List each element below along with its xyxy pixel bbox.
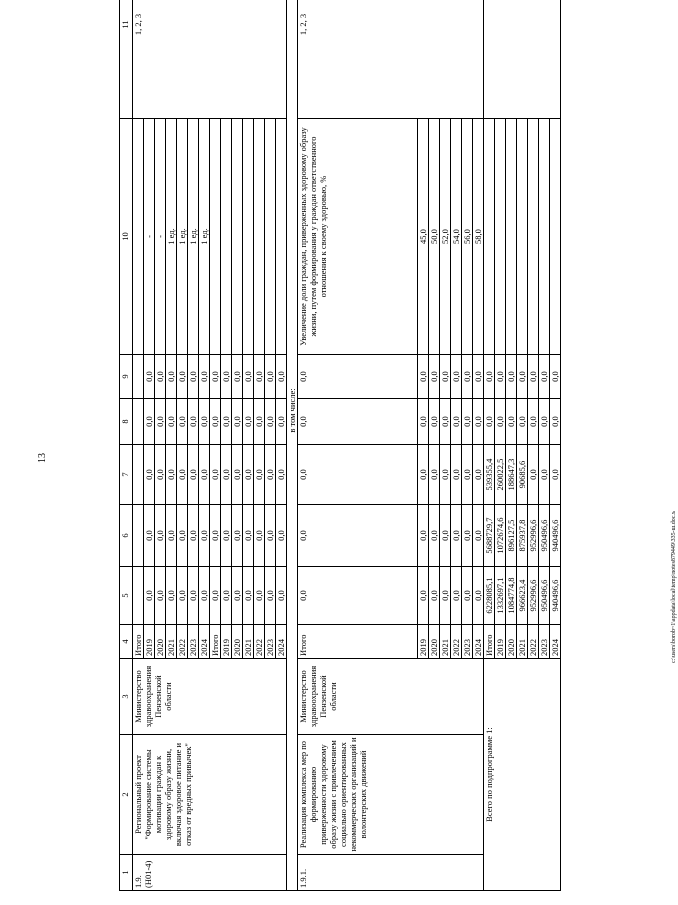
- value-cell: 0,0: [440, 399, 451, 445]
- indicator-cell: 1 ед.: [188, 119, 199, 355]
- value-cell: 0,0: [177, 445, 188, 505]
- indicator-cell: [265, 119, 276, 355]
- year-cell: 2019: [495, 625, 506, 659]
- value-cell: 0,0: [265, 445, 276, 505]
- value-cell: 0,0: [418, 567, 429, 625]
- indicator-cell: 1 ед.: [177, 119, 188, 355]
- value-cell: 0,0: [495, 355, 506, 399]
- year-cell: 2021: [243, 625, 254, 659]
- value-cell: 0,0: [166, 399, 177, 445]
- column-header-2: 2: [120, 735, 133, 855]
- column-header-10: 10: [120, 119, 133, 355]
- value-cell: 0,0: [199, 355, 210, 399]
- value-cell: [133, 399, 144, 445]
- indicator-cell: 52,0: [440, 119, 451, 355]
- project-name: Региональный проект "Формирование системы мотивации граждан к здоровому образу жизни, включая здоровое питание и отказ от вредных привычек": [133, 735, 287, 855]
- value-cell: 0,0: [550, 445, 561, 505]
- value-cell: 0,0: [484, 355, 495, 399]
- in-total-row: [287, 0, 298, 891]
- value-cell: 0,0: [429, 505, 440, 567]
- value-cell: 0,0: [232, 355, 243, 399]
- value-cell: 0,0: [484, 399, 495, 445]
- value-cell: 0,0: [243, 567, 254, 625]
- value-cell: 0,0: [451, 567, 462, 625]
- value-cell: 0,0: [429, 355, 440, 399]
- indicator-cell: -: [144, 119, 155, 355]
- value-cell: 0,0: [528, 445, 539, 505]
- value-cell: 0,0: [528, 355, 539, 399]
- column-header-8: 8: [120, 399, 133, 445]
- year-cell: 2022: [528, 625, 539, 659]
- value-cell: 1332697,1: [495, 567, 506, 625]
- row-number: 1.9.1.: [298, 855, 484, 891]
- value-cell: 0,0: [254, 399, 265, 445]
- value-cell: 0,0: [155, 355, 166, 399]
- year-cell: 2023: [539, 625, 550, 659]
- value-cell: 0,0: [298, 505, 418, 567]
- value-cell: 0,0: [243, 445, 254, 505]
- value-cell: 90685,6: [517, 445, 528, 505]
- value-cell: 0,0: [539, 355, 550, 399]
- value-cell: 0,0: [473, 399, 484, 445]
- value-cell: 0,0: [528, 399, 539, 445]
- value-cell: 0,0: [254, 567, 265, 625]
- column-header-1: 1: [120, 855, 133, 891]
- value-cell: 0,0: [144, 355, 155, 399]
- value-cell: 966623,4: [517, 567, 528, 625]
- indicator-cell: 56,0: [462, 119, 473, 355]
- row-number: 1.9. (Н01-4): [133, 855, 287, 891]
- value-cell: 0,0: [429, 445, 440, 505]
- value-cell: 0,0: [473, 505, 484, 567]
- program-table: [119, 0, 561, 891]
- value-cell: 0,0: [473, 445, 484, 505]
- indicator-cell: [517, 119, 528, 355]
- value-cell: 0,0: [221, 355, 232, 399]
- value-cell: 0,0: [144, 445, 155, 505]
- year-cell: 2019: [221, 625, 232, 659]
- value-cell: 0,0: [166, 445, 177, 505]
- value-cell: 0,0: [177, 567, 188, 625]
- value-cell: 0,0: [210, 505, 221, 567]
- value-cell: 0,0: [462, 567, 473, 625]
- value-cell: 188647,3: [506, 445, 517, 505]
- value-cell: 5688729,7: [484, 505, 495, 567]
- year-cell: 2019: [144, 625, 155, 659]
- executor: Министерство здравоохранения Пензенской области: [133, 659, 287, 735]
- value-cell: 6228085,1: [484, 567, 495, 625]
- value-cell: [133, 355, 144, 399]
- in-total-label: в том числе:: [287, 0, 298, 891]
- indicator-cell: 54,0: [451, 119, 462, 355]
- value-cell: 0,0: [210, 567, 221, 625]
- value-cell: 0,0: [276, 505, 287, 567]
- value-cell: 0,0: [473, 355, 484, 399]
- value-cell: 1084774,8: [506, 567, 517, 625]
- value-cell: 0,0: [221, 567, 232, 625]
- value-cell: 0,0: [254, 355, 265, 399]
- year-cell: 2021: [517, 625, 528, 659]
- value-cell: 0,0: [440, 505, 451, 567]
- column-header-9: 9: [120, 355, 133, 399]
- year-cell: 2024: [550, 625, 561, 659]
- value-cell: 260022,5: [495, 445, 506, 505]
- value-cell: 0,0: [462, 355, 473, 399]
- value-cell: 0,0: [550, 355, 561, 399]
- value-cell: 0,0: [188, 567, 199, 625]
- value-cell: 0,0: [199, 567, 210, 625]
- value-cell: 0,0: [517, 355, 528, 399]
- subtotal-label: Всего по подпрограмме 1:: [484, 659, 561, 891]
- value-cell: 0,0: [495, 399, 506, 445]
- year-cell: Итого: [484, 625, 495, 659]
- table-row: [298, 0, 418, 891]
- value-cell: 940496,6: [550, 567, 561, 625]
- year-cell: 2023: [462, 625, 473, 659]
- year-cell: 2021: [440, 625, 451, 659]
- indicator-cell: [232, 119, 243, 355]
- value-cell: 0,0: [440, 567, 451, 625]
- year-cell: Итого: [210, 625, 221, 659]
- value-cell: 0,0: [418, 355, 429, 399]
- value-cell: [133, 505, 144, 567]
- value-cell: [133, 567, 144, 625]
- indicator-cell: [550, 119, 561, 355]
- value-cell: 0,0: [210, 355, 221, 399]
- indicator-cell: 45,0: [418, 119, 429, 355]
- value-cell: 0,0: [155, 399, 166, 445]
- value-cell: 875937,8: [517, 505, 528, 567]
- column-header-5: 5: [120, 567, 133, 625]
- value-cell: [133, 445, 144, 505]
- rotated-table-wrapper: [119, 13, 560, 891]
- indicator-cell: [254, 119, 265, 355]
- executor: Министерство здравоохранения Пензенской области: [298, 659, 484, 735]
- value-cell: 0,0: [232, 445, 243, 505]
- value-cell: 0,0: [298, 445, 418, 505]
- indicator-cell: [506, 119, 517, 355]
- value-cell: 0,0: [451, 399, 462, 445]
- value-cell: 0,0: [177, 355, 188, 399]
- value-cell: 0,0: [265, 399, 276, 445]
- value-cell: 0,0: [276, 399, 287, 445]
- indicator-cell: 1 ед.: [166, 119, 177, 355]
- value-cell: 0,0: [177, 505, 188, 567]
- value-cell: 0,0: [177, 399, 188, 445]
- indicator-cell: [276, 119, 287, 355]
- indicator-description: Увеличение доли граждан, приверженных здоровому образу жизни, путем формирования у граждан ответственного отношения к своему здоровью, %: [298, 119, 418, 355]
- column-header-6: 6: [120, 505, 133, 567]
- value-cell: 0,0: [440, 355, 451, 399]
- year-cell: 2022: [177, 625, 188, 659]
- value-cell: 0,0: [221, 505, 232, 567]
- value-cell: 0,0: [155, 567, 166, 625]
- value-cell: 0,0: [418, 445, 429, 505]
- value-cell: 0,0: [440, 445, 451, 505]
- value-cell: 0,0: [232, 399, 243, 445]
- value-cell: 0,0: [298, 355, 418, 399]
- value-cell: 0,0: [166, 567, 177, 625]
- column-header-7: 7: [120, 445, 133, 505]
- value-cell: 0,0: [232, 567, 243, 625]
- value-cell: 0,0: [254, 445, 265, 505]
- footer-file-path: c:\users\borob~1\appdata\local\temp\notes879449\335-ш.doc.ъ: [670, 511, 677, 663]
- value-cell: 0,0: [221, 445, 232, 505]
- value-cell: 0,0: [451, 505, 462, 567]
- value-cell: 0,0: [418, 505, 429, 567]
- value-cell: 0,0: [210, 399, 221, 445]
- value-cell: 0,0: [199, 445, 210, 505]
- result-cell: 1, 2, 3: [298, 0, 484, 119]
- year-cell: 2024: [473, 625, 484, 659]
- year-cell: Итого: [298, 625, 418, 659]
- value-cell: 0,0: [429, 567, 440, 625]
- year-cell: 2019: [418, 625, 429, 659]
- year-cell: Итого: [133, 625, 144, 659]
- year-cell: 2022: [254, 625, 265, 659]
- value-cell: 0,0: [451, 355, 462, 399]
- value-cell: 0,0: [517, 399, 528, 445]
- year-cell: 2020: [155, 625, 166, 659]
- value-cell: 0,0: [429, 399, 440, 445]
- column-header-11: 11: [120, 0, 133, 119]
- indicator-cell: 58,0: [473, 119, 484, 355]
- indicator-cell: [210, 119, 221, 355]
- value-cell: 0,0: [276, 567, 287, 625]
- column-header-3: 3: [120, 659, 133, 735]
- value-cell: 0,0: [473, 567, 484, 625]
- result-cell: 1, 2, 3: [133, 0, 287, 119]
- value-cell: 0,0: [506, 399, 517, 445]
- value-cell: 0,0: [166, 355, 177, 399]
- value-cell: 0,0: [221, 399, 232, 445]
- value-cell: 0,0: [451, 445, 462, 505]
- indicator-cell: [528, 119, 539, 355]
- year-cell: 2020: [506, 625, 517, 659]
- value-cell: 0,0: [243, 355, 254, 399]
- value-cell: 0,0: [166, 505, 177, 567]
- value-cell: 0,0: [539, 445, 550, 505]
- value-cell: 0,0: [232, 505, 243, 567]
- value-cell: 0,0: [155, 445, 166, 505]
- result-cell: [484, 0, 561, 119]
- indicator-cell: 1 ед.: [199, 119, 210, 355]
- indicator-cell: [221, 119, 232, 355]
- value-cell: 0,0: [462, 445, 473, 505]
- value-cell: 896127,5: [506, 505, 517, 567]
- value-cell: 0,0: [265, 567, 276, 625]
- value-cell: 0,0: [276, 355, 287, 399]
- indicator-cell: [484, 119, 495, 355]
- year-cell: 2020: [232, 625, 243, 659]
- indicator-cell: [539, 119, 550, 355]
- indicator-cell: 50,0: [429, 119, 440, 355]
- value-cell: 950496,6: [539, 505, 550, 567]
- indicator-cell: [495, 119, 506, 355]
- value-cell: 0,0: [199, 505, 210, 567]
- header-row: [120, 0, 133, 891]
- year-cell: 2024: [199, 625, 210, 659]
- value-cell: 0,0: [243, 399, 254, 445]
- value-cell: 0,0: [462, 399, 473, 445]
- indicator-cell: [133, 119, 144, 355]
- value-cell: 0,0: [155, 505, 166, 567]
- value-cell: 0,0: [462, 505, 473, 567]
- value-cell: 0,0: [254, 505, 265, 567]
- value-cell: 0,0: [298, 567, 418, 625]
- value-cell: 0,0: [188, 445, 199, 505]
- page-number: 13: [37, 453, 48, 463]
- value-cell: 0,0: [243, 505, 254, 567]
- value-cell: 0,0: [506, 355, 517, 399]
- value-cell: 940496,6: [550, 505, 561, 567]
- value-cell: 0,0: [199, 399, 210, 445]
- year-cell: 2024: [276, 625, 287, 659]
- value-cell: 952996,6: [528, 505, 539, 567]
- value-cell: 0,0: [265, 355, 276, 399]
- value-cell: 0,0: [188, 399, 199, 445]
- value-cell: 0,0: [144, 505, 155, 567]
- value-cell: 1072674,6: [495, 505, 506, 567]
- value-cell: 0,0: [265, 505, 276, 567]
- table-row: [133, 0, 144, 891]
- table-row: [484, 0, 495, 891]
- indicator-cell: -: [155, 119, 166, 355]
- value-cell: 0,0: [539, 399, 550, 445]
- value-cell: 0,0: [418, 399, 429, 445]
- value-cell: 0,0: [144, 399, 155, 445]
- value-cell: 0,0: [550, 399, 561, 445]
- value-cell: 0,0: [144, 567, 155, 625]
- year-cell: 2022: [451, 625, 462, 659]
- value-cell: 0,0: [298, 399, 418, 445]
- value-cell: 0,0: [188, 505, 199, 567]
- year-cell: 2021: [166, 625, 177, 659]
- value-cell: 952996,6: [528, 567, 539, 625]
- measure-name: Реализация комплекса мер по формированию приверженности здоровому образу жизни с привлечением социально ориентированных некоммерческих организаций и волонтерских движений: [298, 735, 484, 855]
- value-cell: 0,0: [210, 445, 221, 505]
- year-cell: 2020: [429, 625, 440, 659]
- indicator-cell: [243, 119, 254, 355]
- year-cell: 2023: [265, 625, 276, 659]
- value-cell: 539355,4: [484, 445, 495, 505]
- column-header-4: 4: [120, 625, 133, 659]
- value-cell: 0,0: [276, 445, 287, 505]
- value-cell: 0,0: [188, 355, 199, 399]
- year-cell: 2023: [188, 625, 199, 659]
- value-cell: 950496,6: [539, 567, 550, 625]
